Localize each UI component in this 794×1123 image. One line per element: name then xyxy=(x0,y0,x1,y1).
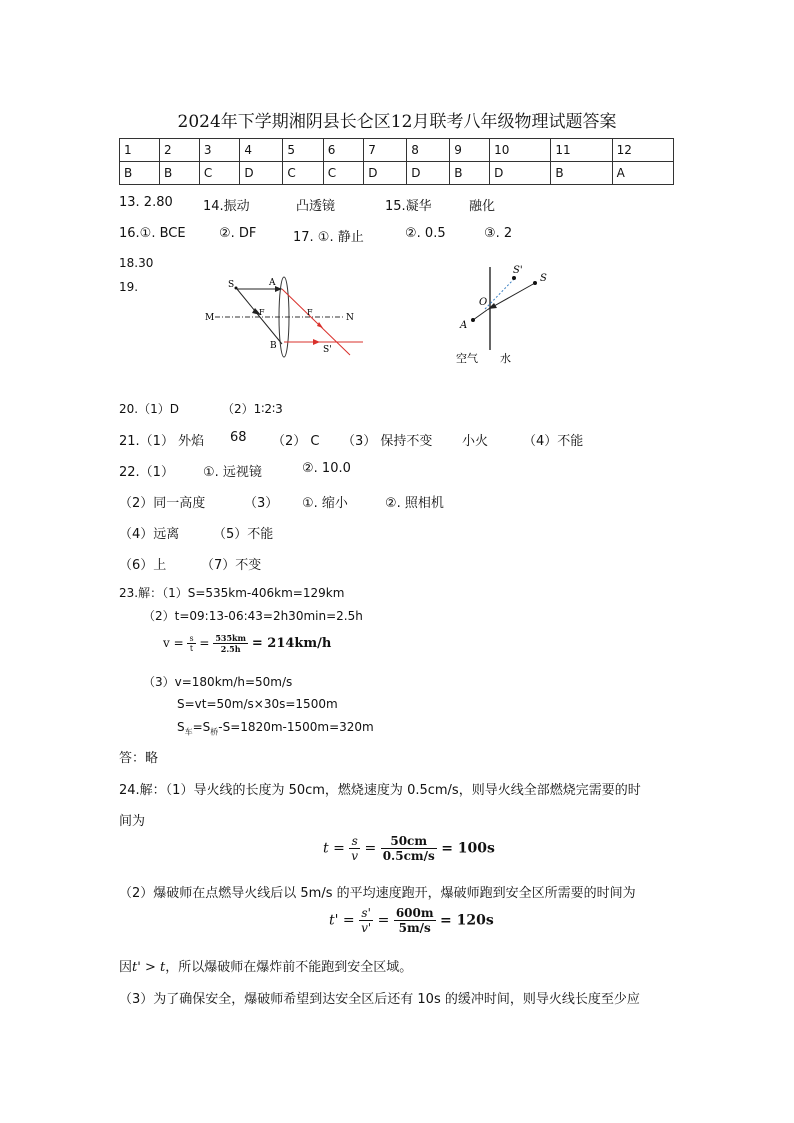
table-cell: 4 xyxy=(240,139,283,162)
label-A: A xyxy=(460,320,468,331)
q24-line4: 因t' > t，所以爆破师在爆炸前不能跑到安全区域。 xyxy=(119,960,413,975)
table-row-answers xyxy=(120,162,674,185)
q23-line5: S=vt=50m/s×30s=1500m xyxy=(177,697,338,711)
q22-line2-d: ②. 照相机 xyxy=(385,496,444,511)
page-title: 2024年下学期湘阴县长仑区12月联考八年级物理试题答案 xyxy=(177,112,617,132)
arrow-icon xyxy=(313,339,320,345)
q24-time-formula: t = $\frac{s}{v}$ = $\frac{50cm}{0.5cm/s}$ = 100s xyxy=(323,834,495,863)
table-cell: 7 xyxy=(364,139,407,162)
table-cell: C xyxy=(199,162,239,185)
q14-answer: 14.振动 xyxy=(203,199,250,214)
label-N: N xyxy=(346,313,354,323)
table-cell: D xyxy=(407,162,450,185)
label-O: O xyxy=(479,297,488,308)
label-S: S xyxy=(228,280,235,290)
formula-lhs: v = xyxy=(163,636,184,650)
point-A xyxy=(471,318,475,322)
q23-velocity-formula: v = $\frac{s}{t}$ = $\frac{535km}{2.5h}$ = 214km/h xyxy=(163,633,332,654)
point-S-prime xyxy=(512,276,516,280)
q22-line3: （4）远离 xyxy=(119,527,180,542)
answer-table xyxy=(119,138,674,185)
table-cell: D xyxy=(490,162,551,185)
q22-line1-b: ①. 远视镜 xyxy=(203,465,262,480)
q19-label: 19. xyxy=(119,280,139,294)
q23-line6: $S_车=S_桥-S=1820m-1500m=320m$ xyxy=(177,720,374,737)
q18-answer: 18.30 xyxy=(119,256,154,270)
q21-answer-e: 小火 xyxy=(462,434,489,449)
q23-line1: 23.解：（1）S=535km-406km=129km xyxy=(119,586,345,600)
table-cell: B xyxy=(551,162,612,185)
table-row-numbers xyxy=(120,139,674,162)
table-cell: C xyxy=(283,162,323,185)
formula-result: = 120s xyxy=(440,912,494,929)
table-cell: 10 xyxy=(490,139,551,162)
table-cell: C xyxy=(323,162,363,185)
q24-line3: （2）爆破师在点燃导火线后以 5m/s 的平均速度跑开，爆破师跑到安全区所需要的时间为 xyxy=(119,886,636,901)
q22-line2-b: （3） xyxy=(244,496,279,511)
q24-time2-formula: t' = $\frac{s'}{v'}$ = $\frac{600m}{5m/s}$ = 120s xyxy=(329,906,494,935)
table-cell: 5 xyxy=(283,139,323,162)
fraction: $\frac{s}{t}$ xyxy=(189,634,194,653)
q15-answer-b: 融化 xyxy=(469,199,496,214)
point-S xyxy=(533,281,537,285)
q24-line1: 24.解：（1）导火线的长度为 50cm，燃烧速度为 0.5cm/s，则导火线全部燃烧完需要的时 xyxy=(119,783,641,798)
q22-line1: 22.（1） xyxy=(119,465,174,480)
fraction: $\frac{50cm}{0.5cm/s}$ xyxy=(382,834,435,863)
q17-answer-b: ②. 0.5 xyxy=(405,226,446,241)
label-F1: F xyxy=(259,308,265,317)
q20-answer-b: （2）1∶2∶3 xyxy=(222,402,283,416)
formula-lhs: t' = xyxy=(329,912,355,929)
q13-answer: 13. 2.80 xyxy=(119,195,173,210)
table-cell: D xyxy=(364,162,407,185)
table-cell: 11 xyxy=(551,139,612,162)
table-cell: 9 xyxy=(450,139,490,162)
q22-line3-b: （5）不能 xyxy=(213,527,274,542)
label-B: B xyxy=(270,341,277,351)
label-S-prime: S' xyxy=(513,265,523,276)
formula-result: = 214km/h xyxy=(251,636,332,651)
table-cell: A xyxy=(612,162,673,185)
q17-answer-c: ③. 2 xyxy=(484,226,513,241)
q21-answer-b: 68 xyxy=(230,430,247,445)
formula-lhs: t xyxy=(323,840,329,857)
refraction-diagram xyxy=(450,262,565,372)
q21-answer-c: （2） C xyxy=(272,434,320,449)
q21-answer: 21.（1） 外焰 xyxy=(119,434,205,449)
q14-answer-b: 凸透镜 xyxy=(296,199,336,214)
refracted-ray-a xyxy=(282,289,350,355)
table-cell: B xyxy=(450,162,490,185)
fraction: $\frac{s}{v}$ xyxy=(351,834,359,863)
q22-line2: （2）同一高度 xyxy=(119,496,206,511)
lens-ray-diagram xyxy=(195,270,370,360)
q16-answer: 16.①. BCE xyxy=(119,226,186,241)
q24-line2: 间为 xyxy=(119,814,146,829)
table-cell: 2 xyxy=(159,139,199,162)
q23-line2: （2）t=09:13-06:43=2h30min=2.5h xyxy=(143,609,363,623)
label-F2: F xyxy=(307,308,313,317)
q15-answer: 15.凝华 xyxy=(385,199,432,214)
label-S: S xyxy=(540,273,547,284)
label-A: A xyxy=(269,278,276,288)
table-cell: 8 xyxy=(407,139,450,162)
formula-result: = 100s xyxy=(441,840,495,857)
q22-line2-c: ①. 缩小 xyxy=(302,496,348,511)
label-S-prime: S' xyxy=(323,345,332,355)
table-cell: D xyxy=(240,162,283,185)
q22-line4-b: （7）不变 xyxy=(201,558,262,573)
q22-line4: （6）上 xyxy=(119,558,167,573)
q22-line1-c: ②. 10.0 xyxy=(302,461,351,476)
table-cell: B xyxy=(159,162,199,185)
label-M: M xyxy=(205,313,215,323)
q21-answer-d: （3） 保持不变 xyxy=(342,434,433,449)
label-water: 水 xyxy=(500,352,511,365)
q21-answer-f: （4）不能 xyxy=(523,434,584,449)
point-S xyxy=(235,287,238,290)
table-cell: 12 xyxy=(612,139,673,162)
table-cell: B xyxy=(120,162,160,185)
refracted-ray xyxy=(473,310,487,320)
label-air: 空气 xyxy=(456,352,478,365)
q16-answer-b: ②. DF xyxy=(219,226,257,241)
q17-answer: 17. ①. 静止 xyxy=(293,230,364,245)
table-cell: 1 xyxy=(120,139,160,162)
table-cell: 6 xyxy=(323,139,363,162)
q23-line4: （3）v=180km/h=50m/s xyxy=(143,675,293,689)
q20-answer: 20.（1）D xyxy=(119,402,179,416)
q24-line5: （3）为了确保安全，爆破师希望到达安全区后还有 10s 的缓冲时间，则导火线长度至少应 xyxy=(119,992,640,1007)
fraction: $\frac{600m}{5m/s}$ xyxy=(395,906,434,935)
fraction: $\frac{535km}{2.5h}$ xyxy=(215,633,247,654)
fraction: $\frac{s'}{v'}$ xyxy=(361,906,372,935)
q23-conclusion: 答：略 xyxy=(119,751,159,766)
table-cell: 3 xyxy=(199,139,239,162)
arrow-icon xyxy=(317,322,323,328)
